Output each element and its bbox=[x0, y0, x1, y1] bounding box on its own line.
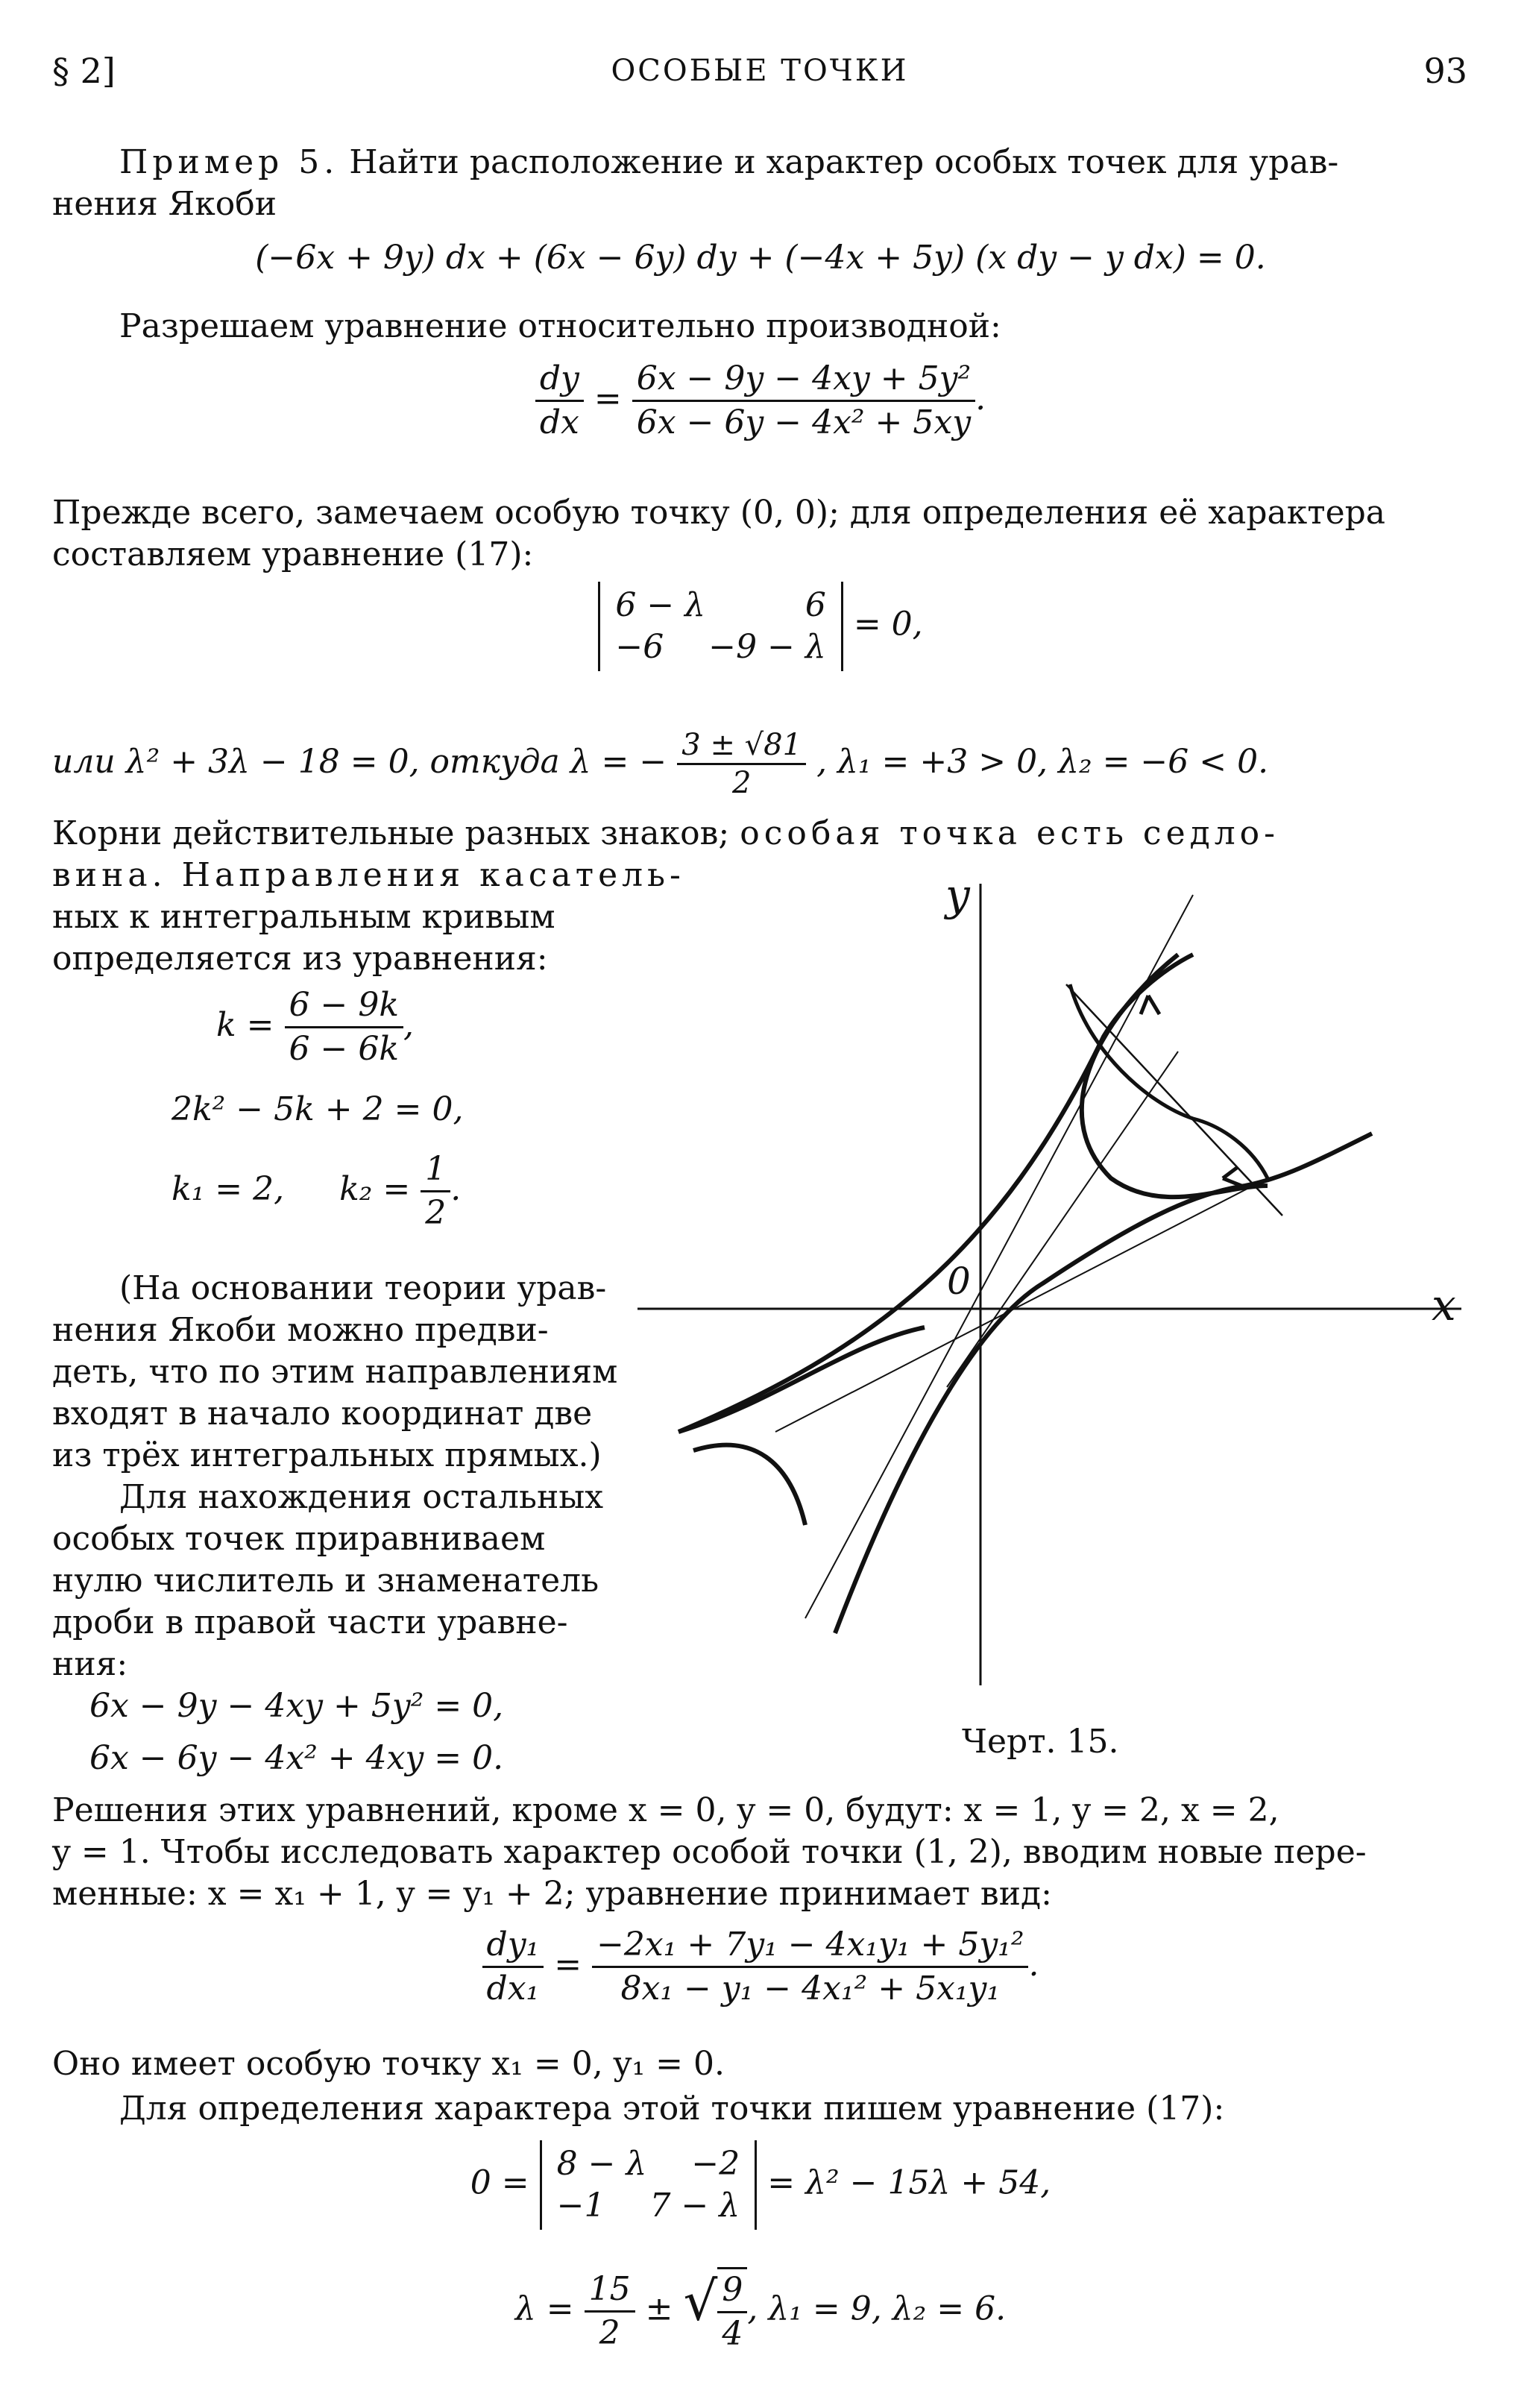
k-roots: k₁ = 2, k₂ = $\frac{1}{2}$ . bbox=[171, 1150, 462, 1232]
left-col-p9: дроби в правой части уравне- bbox=[52, 1603, 568, 1641]
solve-line: Разрешаем уравнение относительно производной: bbox=[119, 307, 1001, 345]
lambda-frac-num: 3 ± √81 bbox=[677, 727, 806, 765]
left-col-p8: нулю числитель и знаменатель bbox=[52, 1562, 599, 1600]
left-col-p3: деть, что по этим направлениям bbox=[52, 1353, 618, 1391]
sqrt-sign: √ bbox=[683, 2269, 718, 2333]
tangent-line-1 bbox=[1066, 984, 1282, 1216]
integral-curve-upper bbox=[679, 955, 1193, 1432]
lambda-final: λ = $\frac{15}{2}$ ± √ $\frac{9}{4}$ , λ₁ = 9, λ₂ = 6. bbox=[52, 2267, 1469, 2355]
figure-15 bbox=[626, 865, 1484, 1723]
paragraph-1-line-2: составляем уравнение (17): bbox=[52, 535, 534, 573]
saddle-curve-arc bbox=[1070, 984, 1268, 1178]
figure-caption: Черт. 15. bbox=[962, 1723, 1119, 1761]
roots-spaced: особая точка есть седло- bbox=[740, 814, 1280, 852]
left-col-p10: ния: bbox=[52, 1645, 128, 1683]
origin-label: 0 bbox=[947, 1260, 971, 1303]
deriv2-numerator: −2x₁ + 7y₁ − 4x₁y₁ + 5y₁² bbox=[592, 1924, 1028, 1968]
det1-a21: −6 bbox=[615, 628, 664, 666]
jacobi-equation: (−6x + 9y) dx + (6x − 6y) dy + (−4x + 5y) (x dy − y dx) = 0. bbox=[255, 239, 1266, 277]
left-col-p4: входят в начало координат две bbox=[52, 1395, 593, 1433]
paragraph-2-line-3: менные: x = x₁ + 1, y = y₁ + 2; уравнение принимает вид: bbox=[52, 1875, 1052, 1913]
x-axis-label: x bbox=[1432, 1280, 1456, 1330]
rhs-numerator: 6x − 9y − 4xy + 5y² bbox=[632, 358, 975, 402]
running-header bbox=[52, 51, 1467, 103]
example-intro-cont: нения Якоби bbox=[52, 185, 277, 223]
derivative-formula-2: $\frac{\text{dy₁}}{\text{dx₁}}$ = $\frac{\text{−2x₁ + 7y₁ − 4x₁y₁ + 5y₁²}}{\text{8x₁ − y₁ − 4x₁² + 5x₁y₁}}$ . bbox=[52, 1924, 1469, 2010]
roots-line bbox=[52, 813, 1469, 855]
determinant-1 bbox=[52, 582, 1469, 671]
derivative-formula-1: $\frac{dy}{dx}$ = $\frac{\text{6x − 9y − 4xy + 5y²}}{\text{6x − 6y − 4x² + 5xy}}$ . bbox=[52, 358, 1469, 444]
lambda-line bbox=[52, 727, 1469, 801]
saddle-curve-upper bbox=[1082, 955, 1268, 1197]
example-text: Найти расположение и характер особых точек для урав- bbox=[349, 143, 1339, 181]
quadratic-equation: 2k² − 5k + 2 = 0, bbox=[171, 1090, 464, 1128]
lambda-prefix: или λ² + 3λ − 18 = 0, откуда λ = − bbox=[52, 743, 667, 781]
paragraph-3-line-2: Для определения характера этой точки пишем уравнение (17): bbox=[119, 2090, 1225, 2128]
system-eq-2: 6x − 6y − 4x² + 4xy = 0. bbox=[89, 1739, 504, 1777]
left-col-line-2: ных к интегральным кривым bbox=[52, 898, 555, 936]
left-col-p2: нения Якоби можно предви- bbox=[52, 1311, 549, 1349]
det1-a12: 6 bbox=[805, 586, 826, 624]
left-col-line-1: вина. Направления касатель- bbox=[52, 856, 685, 894]
left-col-p6: Для нахождения остальных bbox=[119, 1478, 604, 1516]
rhs-denominator: 6x − 6y − 4x² + 5xy bbox=[636, 403, 972, 441]
paragraph-1-line-1: Прежде всего, замечаем особую точку (0, 0); для определения её характера bbox=[52, 494, 1386, 532]
system-eq-1: 6x − 9y − 4xy + 5y² = 0, bbox=[89, 1687, 504, 1725]
section-number: § 2] bbox=[52, 51, 116, 91]
left-col-p1: (На основании теории урав- bbox=[119, 1269, 607, 1307]
left-col-p7: особых точек приравниваем bbox=[52, 1520, 546, 1558]
roots-start: Корни действительные разных знаков; bbox=[52, 814, 730, 852]
determinant-2: 0 = 8 − λ −2 −1 7 − λ = λ² − 15λ + 54, bbox=[52, 2140, 1469, 2230]
lhs-denominator: dx bbox=[539, 403, 579, 441]
paragraph-3-line-1: Оно имеет особую точку x₁ = 0, y₁ = 0. bbox=[52, 2045, 725, 2083]
lambda-suffix: , λ₁ = +3 > 0, λ₂ = −6 < 0. bbox=[816, 743, 1269, 781]
k-den: 6 − 6k bbox=[289, 1030, 400, 1068]
integral-curve-lower bbox=[835, 1134, 1372, 1633]
det1-a11: 6 − λ bbox=[615, 586, 706, 624]
left-col-line-3: определяется из уравнения: bbox=[52, 940, 548, 978]
example-intro bbox=[52, 142, 1469, 183]
det1-a22: −9 − λ bbox=[708, 628, 826, 666]
example-label: Пример 5. bbox=[119, 143, 339, 181]
lhs-numerator: dy bbox=[535, 358, 584, 402]
k-equation: k = $\frac{6 - 9k}{6 - 6k}$ , bbox=[216, 984, 414, 1070]
hyperbola-fragment bbox=[693, 1445, 805, 1525]
direction-arrow-1 bbox=[1141, 996, 1159, 1014]
lambda-frac-den: 2 bbox=[731, 766, 752, 800]
integral-line-2 bbox=[805, 895, 1193, 1618]
det1-rhs: = 0, bbox=[853, 605, 923, 644]
left-col-p5: из трёх интегральных прямых.) bbox=[52, 1436, 602, 1474]
k-num: 6 − 9k bbox=[285, 984, 404, 1028]
paragraph-2-line-2: y = 1. Чтобы исследовать характер особой точки (1, 2), вводим новые пере- bbox=[52, 1833, 1367, 1871]
paragraph-2-line-1: Решения этих уравнений, кроме x = 0, y = 0, будут: x = 1, y = 2, x = 2, bbox=[52, 1791, 1279, 1829]
page-number: 93 bbox=[1423, 51, 1467, 91]
deriv2-denominator: 8x₁ − y₁ − 4x₁² + 5x₁y₁ bbox=[620, 1970, 1001, 2008]
y-axis-label: y bbox=[945, 870, 970, 920]
running-title: ОСОБЫЕ ТОЧКИ bbox=[611, 54, 909, 88]
